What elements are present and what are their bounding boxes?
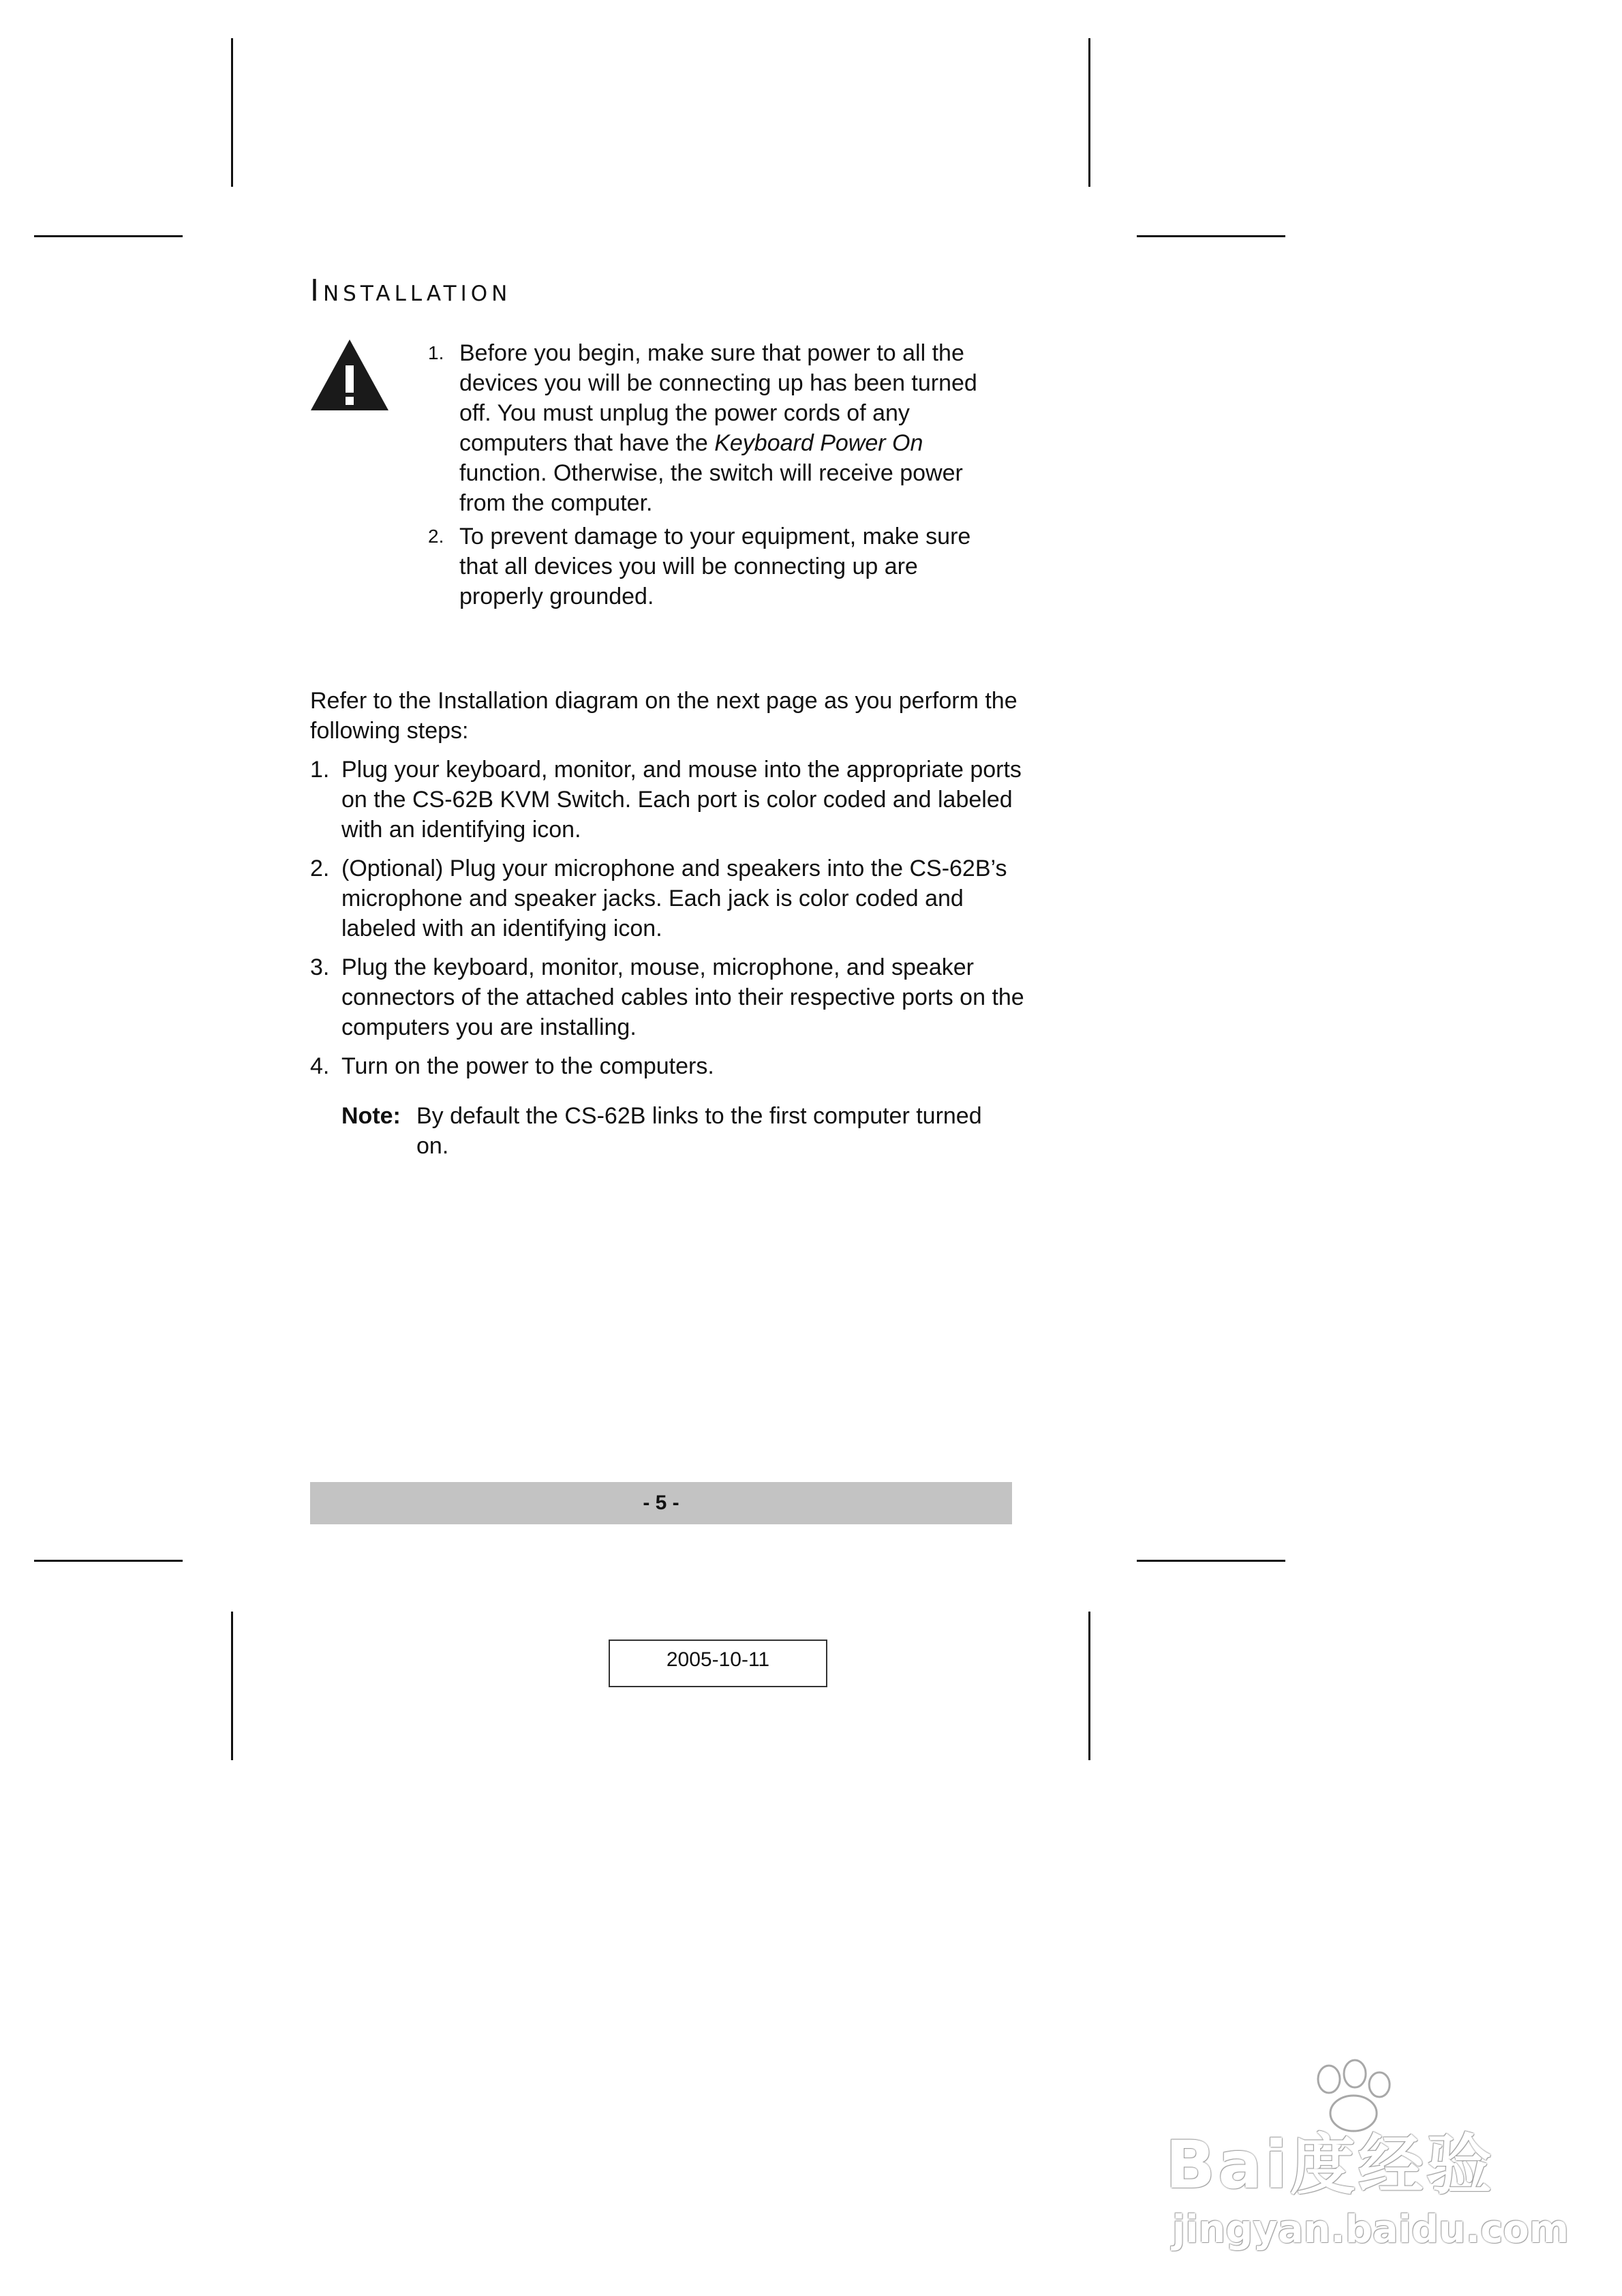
warning-item [428, 522, 1014, 611]
warning-item-number: 2. [428, 526, 444, 547]
crop-mark-top-left [231, 38, 233, 187]
crop-mark-bottom-right-h [1137, 1560, 1285, 1562]
step-number: 3. [310, 954, 330, 980]
step-text: (Optional) Plug your microphone and speakers into the CS-62B’s microphone and speaker jacks. Each jack is color coded and labeled with an identifying icon. [341, 856, 1007, 941]
note-text: By default the CS-62B links to the first computer turned on. [416, 1103, 982, 1159]
step-item [310, 952, 1032, 1042]
step-number: 1. [310, 757, 330, 783]
step-item [310, 755, 1032, 845]
warning-item-text: Before you begin, make sure that power to all the devices you will be connecting up has been turned off. You must unplug the power cords of any computers that have the Keyboard Power On function. Otherwise, the switch will receive power from the computer. [459, 340, 977, 516]
step-number: 4. [310, 1053, 330, 1079]
warning-item-number: 1. [428, 342, 444, 363]
crop-mark-bottom-right [1088, 1612, 1090, 1760]
warning-icon [308, 337, 391, 413]
step-item [310, 1051, 1032, 1081]
keyboard-power-on-term: Keyboard Power On [714, 430, 923, 456]
warning-item [428, 338, 1014, 518]
note [341, 1101, 1023, 1161]
page-number: - 5 - [310, 1482, 1012, 1524]
step-item [310, 854, 1032, 943]
crop-mark-top-left-h [34, 235, 183, 237]
crop-mark-bottom-left [231, 1612, 233, 1760]
step-text: Turn on the power to the computers. [341, 1053, 714, 1079]
crop-mark-top-right-h [1137, 235, 1285, 237]
crop-mark-top-right [1088, 38, 1090, 187]
date-stamp: 2005-10-11 [609, 1640, 827, 1687]
watermark [1159, 2059, 1570, 2263]
watermark-brand: Bai度经验 [1165, 2127, 1495, 2203]
step-text: Plug your keyboard, monitor, and mouse into the appropriate ports on the CS-62B KVM Switch. Each port is color coded and labeled with an identifying icon. [341, 757, 1022, 843]
intro-paragraph: Refer to the Installation diagram on the next page as you perform the following steps: [310, 688, 1017, 744]
warning-list [428, 338, 1014, 611]
section-title: Installation [310, 273, 512, 308]
watermark-url: jingyan.baidu.com [1172, 2207, 1570, 2252]
step-text: Plug the keyboard, monitor, mouse, microphone, and speaker connectors of the attached cables into their respective ports on the computers you are installing. [341, 954, 1024, 1040]
note-label: Note: [341, 1103, 401, 1129]
step-number: 2. [310, 856, 330, 881]
warning-item-text: To prevent damage to your equipment, make sure that all devices you will be connecting up are properly grounded. [459, 524, 971, 609]
steps-list [310, 755, 1032, 1081]
crop-mark-bottom-left-h [34, 1560, 183, 1562]
